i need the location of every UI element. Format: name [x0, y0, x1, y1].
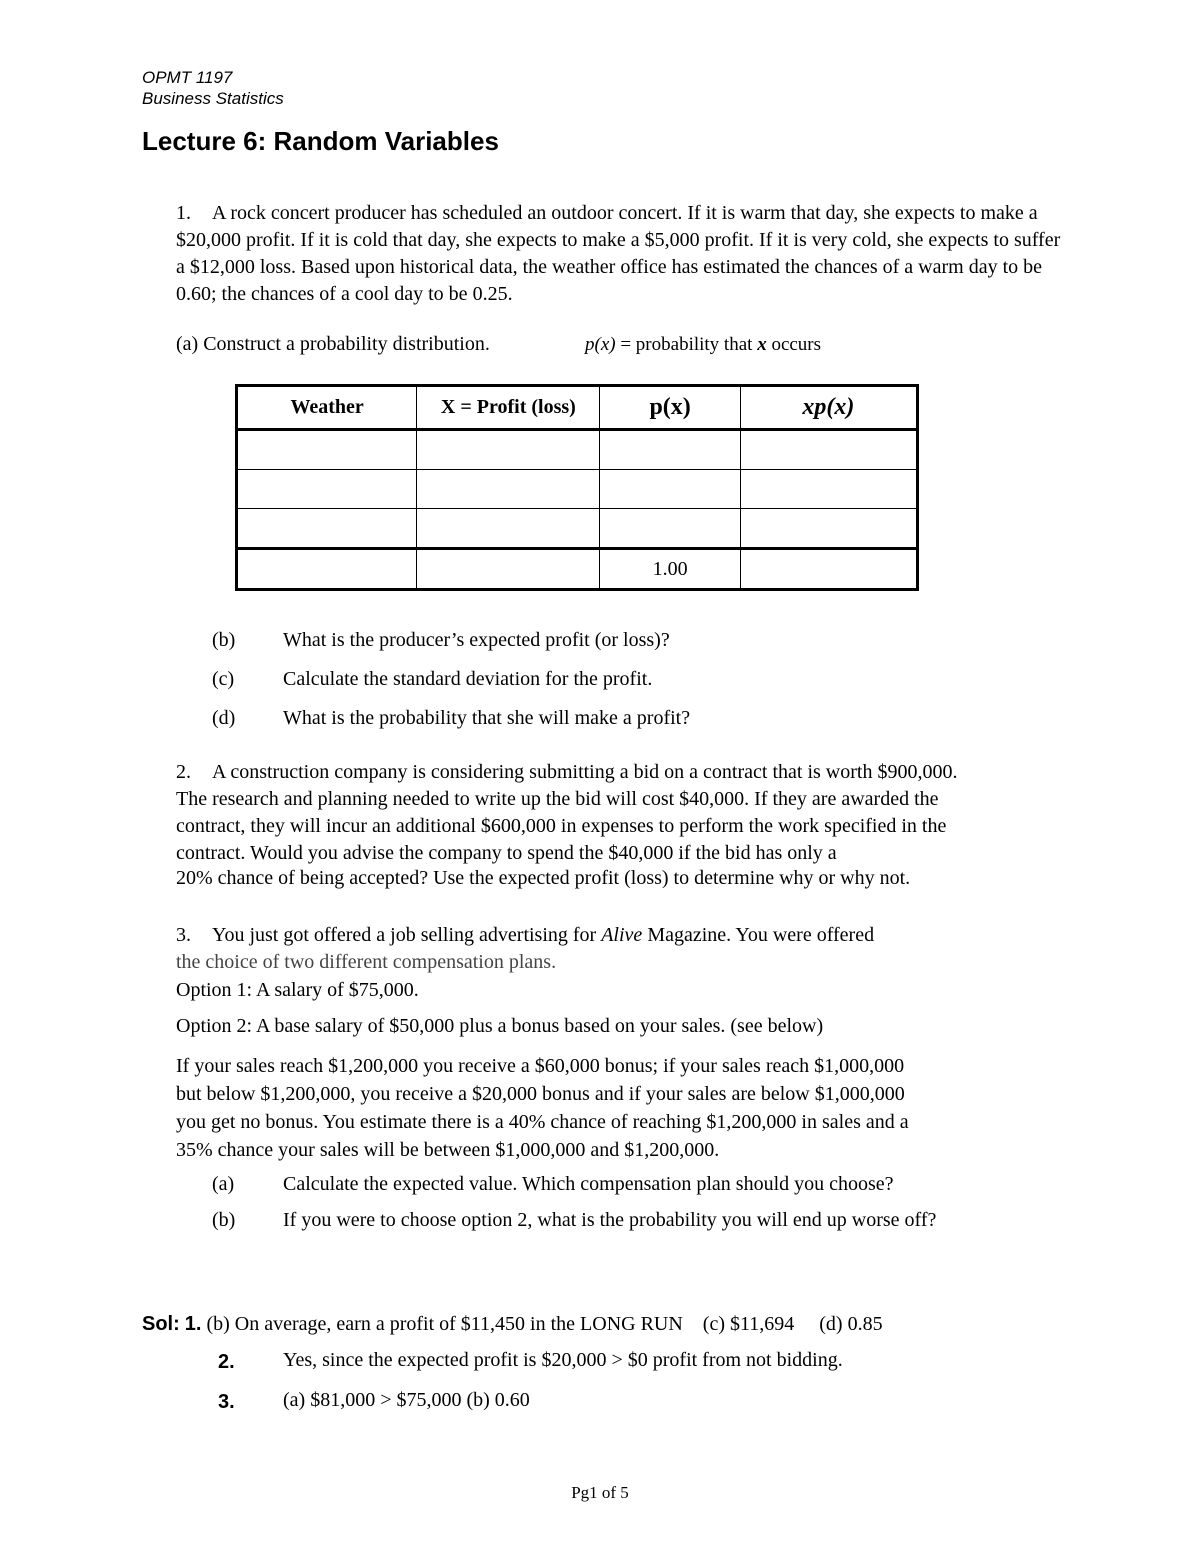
table-cell[interactable]: [237, 470, 417, 509]
course-code: OPMT 1197: [142, 68, 233, 87]
px-def-end: occurs: [766, 334, 822, 355]
intro-text: You just got offered a job selling advertising for: [212, 924, 602, 946]
part-label: (b): [212, 629, 236, 651]
table-cell[interactable]: [237, 549, 417, 590]
question-1-text: A rock concert producer has scheduled an outdoor concert. If it is warm that day, she expects to make a $20,000 profit. If it is cold that day, she expects to make a $5,000 profit. If it is very cold, she expects to suffer a $12,000 loss. Based upon historical data, the weather office has estimated the chances of a warm day to be 0.60; the chances of a cool day to be 0.25.: [176, 202, 1061, 305]
px-definition: [585, 332, 821, 358]
question-1-part-a: [176, 331, 490, 357]
part-d-text: What is the probability that she will make a profit?: [283, 707, 691, 729]
question-2-line: contract. Would you advise the company to spend the $40,000 if the bid has only a: [176, 842, 837, 864]
part-c-text: Calculate the standard deviation for the profit.: [283, 668, 653, 690]
question-2-line: contract, they will incur an additional $600,000 in expenses to perform the work specified in the: [176, 815, 947, 837]
part-label: (d): [212, 707, 236, 729]
table-cell[interactable]: [417, 470, 600, 509]
page-number: Pg1 of 5: [571, 1483, 629, 1502]
solution-label: Sol:: [142, 1313, 180, 1335]
table-cell[interactable]: [237, 430, 417, 470]
table-cell[interactable]: [740, 509, 917, 549]
table-cell[interactable]: [417, 509, 600, 549]
px-def-text: = probability that: [615, 334, 758, 355]
table-cell[interactable]: [600, 430, 740, 470]
question-2-line: 20% chance of being accepted? Use the expected profit (loss) to determine why or why not.: [176, 867, 911, 889]
part-a-text: (a) Construct a probability distribution.: [176, 333, 490, 355]
probability-table: [235, 384, 919, 591]
question-number: 2.: [176, 761, 191, 783]
table-cell[interactable]: [740, 430, 917, 470]
question-number: 1.: [176, 202, 191, 224]
intro-text: Magazine. You were offered: [642, 924, 875, 946]
solution-number: 1.: [184, 1313, 202, 1335]
table-total-row: [237, 549, 918, 590]
total-probability: 1.00: [600, 549, 740, 590]
page-title: Lecture 6: Random Variables: [142, 126, 499, 156]
header-profit: X = Profit (loss): [417, 386, 600, 430]
option-2-detail: you get no bonus. You estimate there is a 40% chance of reaching $1,200,000 in sales and a: [176, 1111, 909, 1133]
table-row: [237, 470, 918, 509]
x-symbol: x: [757, 334, 767, 355]
header-xpx: xp(x): [740, 386, 917, 430]
table-cell[interactable]: [237, 509, 417, 549]
table-row: [237, 509, 918, 549]
table-cell[interactable]: [600, 470, 740, 509]
question-2-line: [176, 759, 957, 785]
option-2: Option 2: A base salary of $50,000 plus a bonus based on your sales. (see below): [176, 1015, 824, 1037]
option-1: Option 1: A salary of $75,000.: [176, 979, 419, 1001]
header-px: p(x): [600, 386, 740, 430]
header-weather: Weather: [237, 386, 417, 430]
magazine-name: Alive: [601, 924, 643, 946]
table-header-row: [237, 386, 918, 430]
option-2-detail: 35% chance your sales will be between $1,000,000 and $1,200,000.: [176, 1139, 720, 1161]
px-symbol: p(x): [585, 334, 616, 355]
question-1: [176, 200, 1066, 308]
table-row: [237, 430, 918, 470]
table-cell[interactable]: [417, 549, 600, 590]
course-subject: Business Statistics: [142, 89, 284, 108]
solution-1-text: (b) On average, earn a profit of $11,450 in the LONG RUN (c) $11,694 (d) 0.85: [201, 1313, 883, 1335]
table-cell[interactable]: [600, 509, 740, 549]
question-number: 3.: [176, 924, 191, 946]
table-cell[interactable]: [740, 549, 917, 590]
option-2-detail: If your sales reach $1,200,000 you receive a $60,000 bonus; if your sales reach $1,000,000: [176, 1055, 905, 1077]
option-2-detail: but below $1,200,000, you receive a $20,000 bonus and if your sales are below $1,000,000: [176, 1083, 905, 1105]
part-label: (b): [212, 1209, 236, 1231]
table-cell[interactable]: [740, 470, 917, 509]
solution-number: 2.: [218, 1351, 235, 1373]
part-label: (a): [212, 1173, 235, 1195]
solution-3-text: (a) $81,000 > $75,000 (b) 0.60: [283, 1389, 530, 1411]
q3-part-b-text: If you were to choose option 2, what is the probability you will end up worse off?: [283, 1209, 937, 1231]
solution-number: 3.: [218, 1391, 235, 1413]
question-2-line: The research and planning needed to write up the bid will cost $40,000. If they are awarded the: [176, 788, 939, 810]
solution-1: [142, 1311, 883, 1337]
question-2-text: A construction company is considering submitting a bid on a contract that is worth $900,000.: [212, 761, 958, 783]
question-3-intro-2: the choice of two different compensation plans.: [176, 951, 557, 973]
solution-2-text: Yes, since the expected profit is $20,000 > $0 profit from not bidding.: [283, 1349, 843, 1371]
part-label: (c): [212, 668, 235, 690]
part-b-text: What is the producer’s expected profit (or loss)?: [283, 629, 670, 651]
q3-part-a-text: Calculate the expected value. Which compensation plan should you choose?: [283, 1173, 894, 1195]
table-cell[interactable]: [417, 430, 600, 470]
question-3-intro: [176, 922, 874, 948]
